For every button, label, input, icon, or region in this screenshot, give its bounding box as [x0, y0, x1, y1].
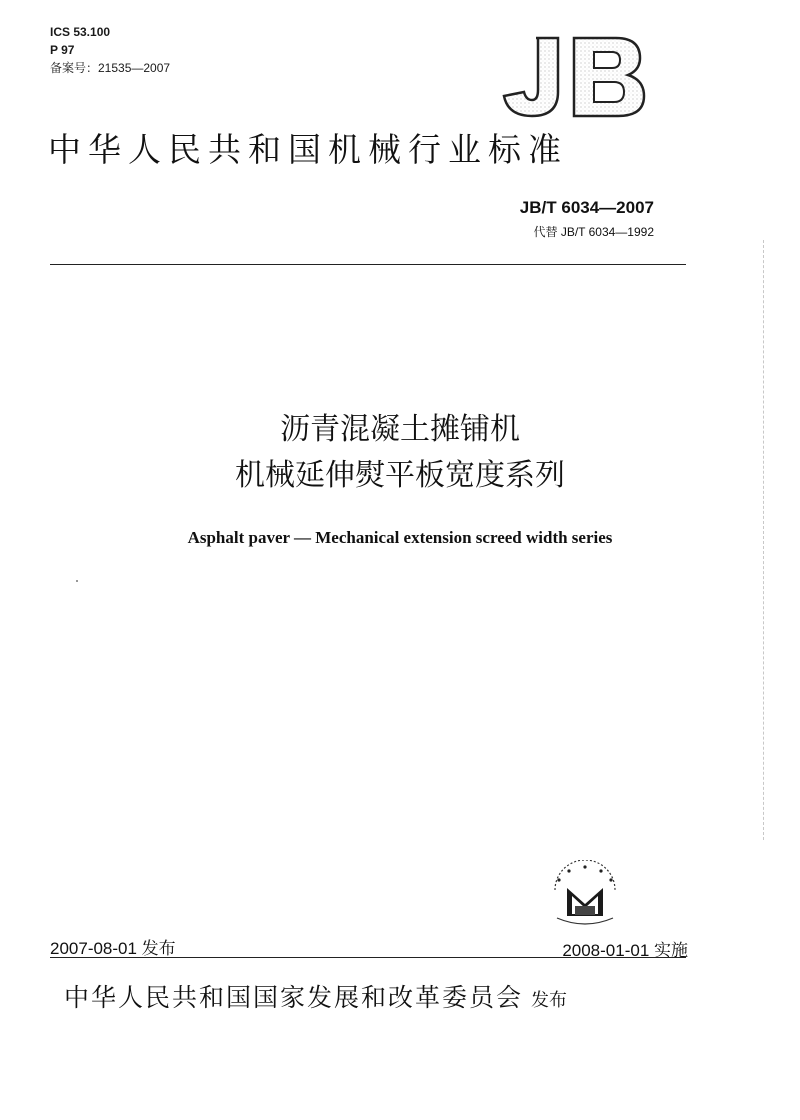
replaces-standard: 代替 JB/T 6034—1992	[533, 225, 654, 239]
publisher-emblem-icon	[545, 860, 625, 932]
issuer-name: 中华人民共和国国家发展和改革委员会	[64, 983, 524, 1012]
title-zh-line1: 沥青混凝土摊铺机	[280, 412, 520, 447]
header-divider	[50, 264, 686, 265]
standard-number-text: JB/T 6034—2007	[519, 198, 654, 217]
scan-speck	[76, 580, 78, 582]
issuer-line	[64, 978, 567, 1014]
implementation-date: 2008-01-01 实施	[562, 941, 688, 960]
title-zh-line2: 机械延伸熨平板宽度系列	[235, 458, 565, 493]
standard-category-title: 中华人民共和国机械行业标准	[48, 130, 568, 169]
standard-number	[474, 198, 654, 218]
issue-date: 2007-08-01 发布	[50, 939, 176, 958]
issuer-action: 发布	[531, 990, 568, 1011]
footer-divider	[50, 957, 686, 958]
filing-number: 备案号：21535—2007	[50, 61, 171, 75]
ics-code: ICS 53.100	[50, 25, 111, 39]
ccs-code: P 97	[50, 43, 75, 57]
jb-logo	[496, 34, 646, 120]
title-en: Asphalt paver — Mechanical extension screed width series	[187, 528, 613, 547]
